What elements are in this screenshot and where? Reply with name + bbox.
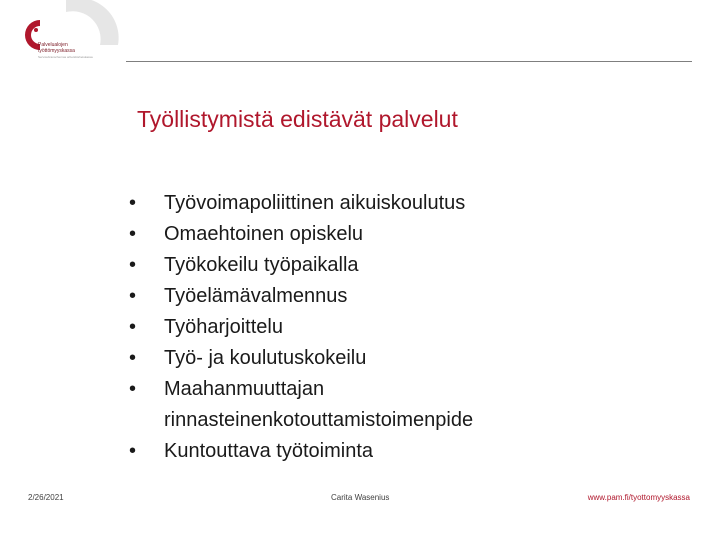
logo-line-3: Servicebranschernas arbetslöshetskassa	[38, 55, 93, 59]
bullet-text: Kuntouttava työtoiminta	[164, 440, 374, 462]
bullet-list	[129, 188, 689, 467]
bullet-marker: •	[129, 378, 137, 400]
bullet-marker: •	[129, 316, 137, 338]
slide-title: Työllistymistä edistävät palvelut	[137, 106, 458, 132]
logo-wordmark	[38, 42, 93, 60]
logo-line-1: Palvelualojen	[38, 42, 68, 48]
bullet-marker: •	[129, 285, 137, 307]
bullet-item	[129, 436, 689, 467]
bullet-item	[129, 281, 689, 312]
bullet-item	[129, 219, 689, 250]
bullet-marker: •	[129, 192, 137, 214]
bullet-text: Työvoimapoliittinen aikuiskoulutus	[164, 192, 466, 214]
bullet-item	[129, 312, 689, 343]
bullet-marker: •	[129, 440, 137, 462]
header-divider	[126, 61, 692, 62]
pam-logo	[0, 0, 120, 70]
bullet-item	[129, 343, 689, 374]
footer-author: Carita Wasenius	[331, 493, 390, 502]
bullet-item	[129, 188, 689, 219]
footer-date: 2/26/2021	[28, 493, 64, 502]
bullet-text: Työ- ja koulutuskokeilu	[164, 347, 367, 369]
bullet-text: Työharjoittelu	[164, 316, 283, 338]
logo-line-2: työttömyyskassa	[38, 48, 75, 54]
bullet-item	[129, 374, 689, 436]
bullet-text: Työkokeilu työpaikalla	[164, 254, 359, 276]
bullet-text: Maahanmuuttajan	[164, 378, 325, 400]
bullet-text: rinnasteinenkotouttamistoimenpide	[164, 409, 474, 431]
bullet-text: Omaehtoinen opiskelu	[164, 223, 364, 245]
bullet-marker: •	[129, 254, 137, 276]
bullet-marker: •	[129, 347, 137, 369]
footer-url-link[interactable]: www.pam.fi/tyottomyyskassa	[587, 493, 690, 502]
bullet-marker: •	[129, 223, 137, 245]
bullet-text: Työelämävalmennus	[164, 285, 348, 307]
bullet-item	[129, 250, 689, 281]
